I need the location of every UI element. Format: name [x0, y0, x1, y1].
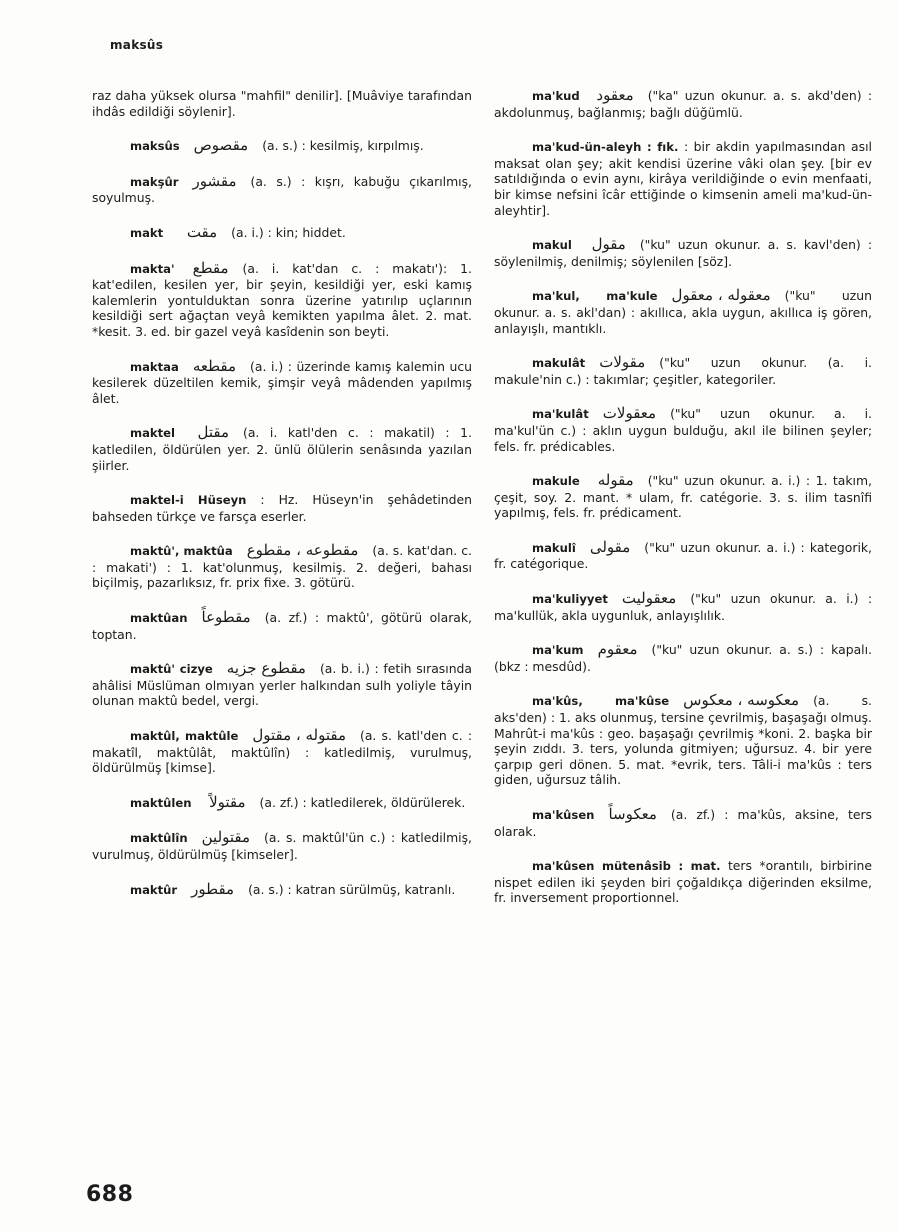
page-number: 688 — [86, 1182, 134, 1207]
dictionary-entry — [494, 858, 872, 906]
dictionary-entry — [92, 171, 472, 206]
entry-arabic-script: معكوساً — [608, 805, 657, 823]
dictionary-entry — [494, 406, 872, 454]
dictionary-entry — [92, 661, 472, 709]
entry-headword: ma'kul, ma'kule — [532, 289, 658, 304]
dictionary-entry — [92, 543, 472, 591]
entry-arabic-script: مقطوعاً — [201, 608, 251, 627]
entry-arabic-script: مقتوله ، مقتول — [252, 726, 346, 745]
entry-definition: (a. s. maktûl'ün c.) : katledilmiş, vurulmuş, öldürülmüş [kimseler]. — [92, 830, 472, 862]
entry-arabic-script: مقطعه — [192, 356, 237, 375]
entry-definition: ("ku" uzun okunur. a. s.) : kapalı. (bkz : mesdûd). — [494, 642, 872, 674]
entry-headword: maktel-i Hüseyn — [130, 493, 247, 508]
entry-definition: ("ku" uzun okunur. a. i.) : 1. takım, çeşit, soy. 2. mant. * ulam, fr. catégorie. 3. s. ilim tasnîfi yapılmış, fels. fr. prédicament. — [494, 473, 872, 521]
entry-headword: makulât — [532, 356, 586, 371]
entry-headword: maktel — [130, 426, 175, 441]
entry-arabic-script: مقتل — [197, 423, 229, 442]
entry-headword: ma'kulât — [532, 407, 589, 422]
entry-definition: (a. s.) : katran sürülmüş, katranlı. — [248, 881, 456, 897]
entry-definition: ("ku" uzun okunur. a. s. kavl'den) : söylenilmiş, denilmiş; söylenilen [söz]. — [494, 237, 872, 269]
entry-arabic-script: مقطع — [192, 258, 229, 277]
dictionary-entry — [92, 830, 472, 862]
entry-definition: (a. s. aks'den) : 1. aks olunmuş, tersine çevrilmiş, başaşağı olmuş. Mahrût-i ma'kûs : geo. başaşağı çevrilmiş *koni. 2. başka bir şeyin zıddı. 3. ters, yolunda gitmiyen; uğursuz. 4. bir yere çarpıp geri dönen. 5. mat. *evrik, ters. Tâli-i ma'kûs : ters giden, uğursuz tâlih. — [494, 693, 872, 788]
dictionary-entry — [92, 792, 472, 812]
entry-headword: maktaa — [130, 359, 179, 374]
dictionary-entry — [494, 288, 872, 336]
entry-headword: ma'kum — [532, 643, 584, 658]
entry-arabic-script: معقود — [596, 86, 634, 104]
dictionary-entry — [494, 473, 872, 521]
dictionary-entry — [92, 356, 472, 407]
entry-headword: ma'kuliyyet — [532, 592, 608, 607]
entry-headword: ma'kud — [532, 89, 580, 103]
entry-headword: maktûr — [130, 882, 178, 897]
entry-headword: makule — [532, 474, 580, 489]
entry-definition: ("ku" uzun okunur. a. s. akl'dan) : akıllıca, akla uygun, akıllıca iş gören, anlayışlı, mantıklı. — [494, 288, 872, 336]
entry-definition: (a. zf.) : maktû', götürü olarak, toptan. — [92, 610, 472, 642]
dictionary-entry — [494, 88, 872, 120]
dictionary-entry — [92, 258, 472, 340]
entry-headword: ma'kûsen — [532, 808, 595, 822]
entry-headword: maksûs — [130, 139, 180, 154]
dictionary-entry — [494, 693, 872, 788]
dictionary-entry — [92, 728, 472, 776]
entry-arabic-script: مقشور — [192, 171, 237, 190]
entry-definition: (a. i.) : üzerinde kamış kalemin ucu kesilerek düzeltilen kemik, şimşir veyâ mâdenden yapılmış âlet. — [92, 358, 472, 406]
entry-headword: maktûlîn — [130, 831, 188, 846]
entry-arabic-script: معقوليت — [621, 589, 677, 608]
entry-definition: (a. s.) : kışrı, kabuğu çıkarılmış, soyulmuş. — [92, 173, 472, 206]
entry-arabic-script: مقولى — [589, 537, 631, 556]
entry-definition: (a. s. katl'den c. : makatîl, maktûlât, maktûlîn) : katledilmiş, vurulmuş, öldürülmüş [kimse]. — [92, 728, 472, 776]
entry-headword: maktû' cizye — [130, 662, 213, 677]
entry-headword: maktûan — [130, 611, 188, 626]
entry-arabic-script: مقطوع جزيه — [226, 659, 306, 678]
entry-arabic-script: مقول — [591, 235, 626, 254]
entry-definition: (a. zf.) : katledilerek, öldürülerek. — [259, 794, 466, 810]
entry-arabic-script: مقولات — [599, 353, 646, 372]
entry-definition: (a. s.) : kesilmiş, kırpılmış. — [262, 138, 424, 154]
entry-arabic-script: معقولات — [602, 404, 657, 423]
dictionary-entry — [494, 807, 872, 839]
entry-arabic-script: مقطوعه ، مقطوع — [246, 541, 359, 560]
entry-arabic-script: مقطور — [191, 879, 235, 898]
entry-headword: makulî — [532, 540, 576, 555]
entry-definition: (a. b. i.) : fetih sırasında ahâlisi Müslüman olmıyan yerler halkından sulh yoliyle tâyin olunan maktû bedel, vergi. — [92, 661, 473, 709]
entry-headword: maktûl, maktûle — [130, 729, 239, 744]
entry-headword: ma'kud-ün-aleyh : fık. — [532, 140, 679, 155]
dictionary-entry — [92, 879, 472, 899]
entry-definition: ("ku" uzun okunur. (a. i. makule'nin c.) : takımlar; çeşitler, kategoriler. — [494, 355, 872, 387]
entry-arabic-script: مقصوص — [193, 136, 249, 155]
entry-headword: makşûr — [130, 174, 179, 189]
entry-definition: ("ku" uzun okunur. a. i.) : kategorik, fr. catégorique. — [494, 539, 872, 572]
entry-headword: makta' — [130, 261, 175, 276]
dictionary-entry — [494, 355, 872, 387]
dictionary-entry — [494, 139, 872, 218]
entry-definition: ters *orantılı, birbirine nispet edilen iki şeyden biri çoğaldıkça diğerinden eksilme, fr. inversement proportionnel. — [494, 858, 872, 906]
right-column — [494, 88, 872, 925]
entry-continuation-text: raz daha yüksek olursa "mahfil" denilir]. [Muâviye tarafından ihdâs edildiği söylenir]. — [92, 88, 472, 119]
entry-definition: (a. zf.) : ma'kûs, aksine, ters olarak. — [494, 807, 872, 839]
entry-arabic-script: مقتولين — [201, 828, 251, 847]
entry-headword: ma'kûsen mütenâsib : mat. — [532, 859, 721, 874]
entry-arabic-script: مقتولاً — [209, 792, 246, 811]
dictionary-entry — [494, 591, 872, 623]
entry-definition: : Hz. Hüseyn'in şehâdetinden bahseden türkçe ve farsça eserler. — [92, 492, 472, 524]
entry-arabic-script: معكوسه ، معكوس — [683, 691, 800, 710]
entry-arabic-script: معقوم — [597, 640, 638, 659]
dictionary-entry — [92, 88, 472, 119]
entry-headword: makul — [532, 238, 572, 253]
entry-definition: (a. i. kat'dan c. : makatı'): 1. kat'edilen, kesilen yer, bir şeyin, kesildiği yer, eski kamış kalemlerin yontulduktan sonra üzerine yatırılıp uçlarının kesildiği sert ağaçtan veyâ kemikten yapılma âlet. 2. mat. *kesit. 3. ed. bir gazel veyâ kasîdenin son beyti. — [92, 260, 472, 339]
dictionary-entry — [92, 138, 472, 155]
entry-definition: (a. i.) : kin; hiddet. — [231, 224, 346, 240]
entry-arabic-script: مقوله — [597, 471, 634, 490]
dictionary-entry — [494, 642, 872, 674]
entry-definition: ("ka" uzun okunur. a. s. akd'den) : akdolunmuş, bağlanmış; bağlı düğümlü. — [494, 88, 872, 120]
entry-headword: makt — [130, 225, 164, 240]
left-column — [92, 88, 472, 917]
entry-definition: (a. s. kat'dan. c. : makati') : 1. kat'olunmuş, kesilmiş. 2. değeri, bahası biçilmiş, pazarlıksız, fr. prix fixe. 3. götürü. — [92, 543, 472, 591]
dictionary-entry — [494, 537, 872, 572]
entry-headword: maktû', maktûa — [130, 544, 233, 559]
entry-arabic-script: مقت — [186, 222, 218, 241]
dictionary-entry — [92, 425, 472, 473]
dictionary-entry — [92, 222, 472, 242]
running-header: maksûs — [110, 38, 164, 52]
dictionary-entry — [92, 492, 472, 524]
entry-definition: : bir akdin yapılmasından asıl maksat olan şey; akit kendisi üzerine vâki olan şey. [bir ev satıldığında o evin aynı, kirâya verildiğinde o evin menfaati, bir kimse nefsini îcâr ettiğinde o kimsenin ameli ma'kud-ün-aleyhtir]. — [494, 139, 872, 218]
entry-definition: ("ku" uzun okunur. a. i.) : ma'kullük, akla uygunluk, anlayışlılık. — [494, 591, 872, 623]
entry-arabic-script: معقوله ، معقول — [671, 286, 771, 305]
entry-headword: ma'kûs, ma'kûse — [532, 694, 670, 709]
entry-headword: maktûlen — [130, 795, 192, 810]
entry-definition: ("ku" uzun okunur. a. i. ma'kul'ün c.) : aklın uygun bulduğu, akıl ile bilinen şeyler; fels. fr. prédicables. — [494, 406, 872, 454]
dictionary-entry — [92, 610, 472, 642]
dictionary-entry — [494, 237, 872, 269]
entry-definition: (a. i. katl'den c. : makatil) : 1. katledilen, öldürülen yer. 2. ünlü ölülerin senâsında yazılan şiirler. — [92, 425, 472, 473]
